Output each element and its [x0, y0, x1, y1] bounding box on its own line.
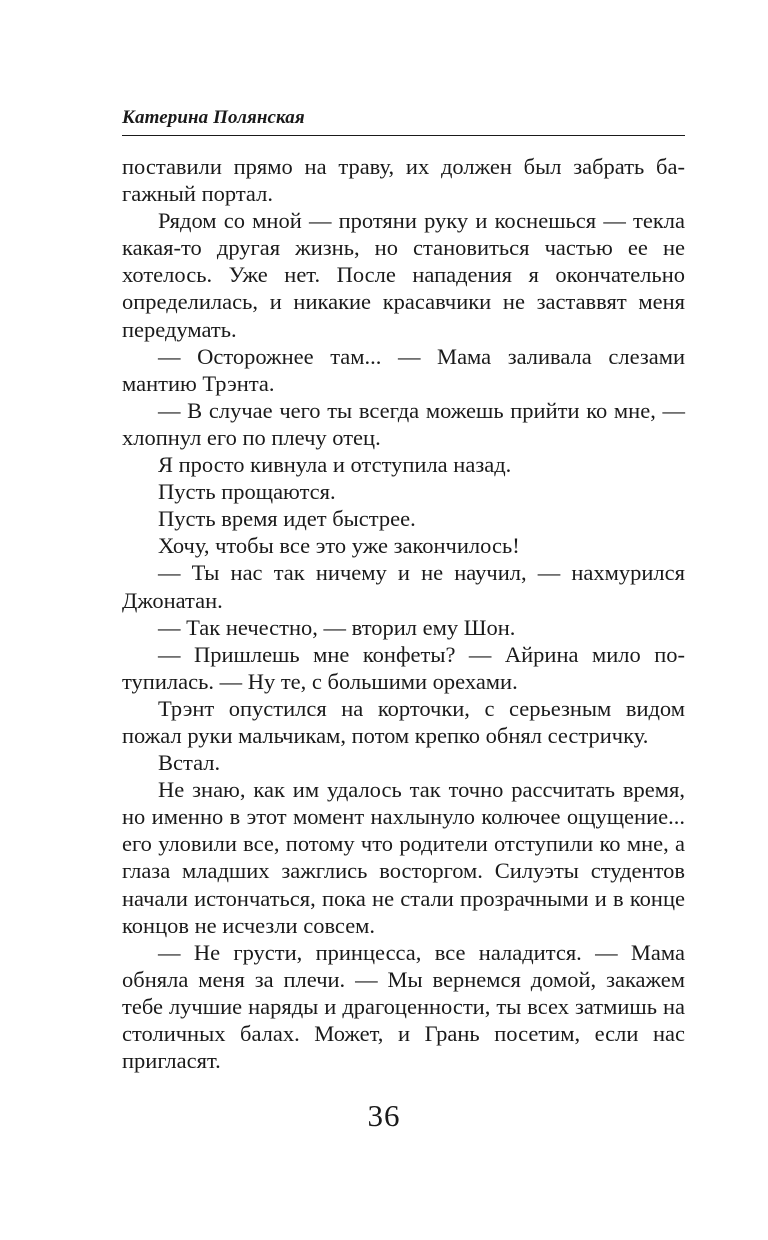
- paragraph-continued: поставили прямо на траву, их должен был забрать багажный портал.: [122, 154, 685, 207]
- paragraph: — В случае чего ты всегда можешь прийти ко мне, — хлопнул его по плечу отец.: [122, 397, 685, 450]
- page-number: 36: [367, 1098, 401, 1133]
- paragraph: Трэнт опустился на корточки, с серьезным видом пожал руки мальчикам, потом крепко обнял сестричку.: [122, 695, 685, 748]
- paragraph: — Пришлешь мне конфеты? — Айрина мило потупилась. — Ну те, с большими орехами.: [122, 641, 685, 694]
- paragraph: Встал.: [158, 750, 221, 776]
- paragraph: Хочу, чтобы все это уже закончилось!: [158, 533, 520, 559]
- paragraph: — Так нечестно, — вторил ему Шон.: [158, 614, 516, 640]
- paragraph: — Ты нас так ничему и не научил, — нахмурился Джонатан.: [122, 560, 685, 613]
- paragraph: Пусть прощаются.: [158, 479, 336, 505]
- paragraph: Не знаю, как им удалось так точно рассчитать время, но именно в этот момент нахлынуло колючее ощущение... его уловили все, потому что родители отступили ко мне, а глаза младших зажглись восторгом. Силуэты студентов начали истончаться, пока не стали прозрачными и в конце концов не исчезли совсем.: [122, 777, 685, 938]
- paragraph: Пусть время идет быстрее.: [158, 506, 416, 532]
- paragraph: Рядом со мной — протяни руку и коснешься — текла какая-то другая жизнь, но становиться частью ее не хотелось. Уже нет. После нападения я окончательно определилась, и никакие красавчики не заставвят меня передумать.: [122, 208, 685, 342]
- running-header-author: Катерина Полянская: [122, 107, 305, 128]
- body-text: [122, 153, 685, 1074]
- paragraph: — Осторожнее там... — Мама заливала слезами мантию Трэнта.: [122, 343, 685, 396]
- paragraph: — Не грусти, принцесса, все наладится. — Мама обняла меня за плечи. — Мы вернемся домой, закажем тебе лучшие наряды и драгоценности, ты всех затмишь на столичных балах. Может, и Грань посетим, если нас пригласят.: [122, 939, 685, 1074]
- paragraph: Я просто кивнула и отступила назад.: [158, 452, 512, 478]
- header-rule: [122, 135, 685, 136]
